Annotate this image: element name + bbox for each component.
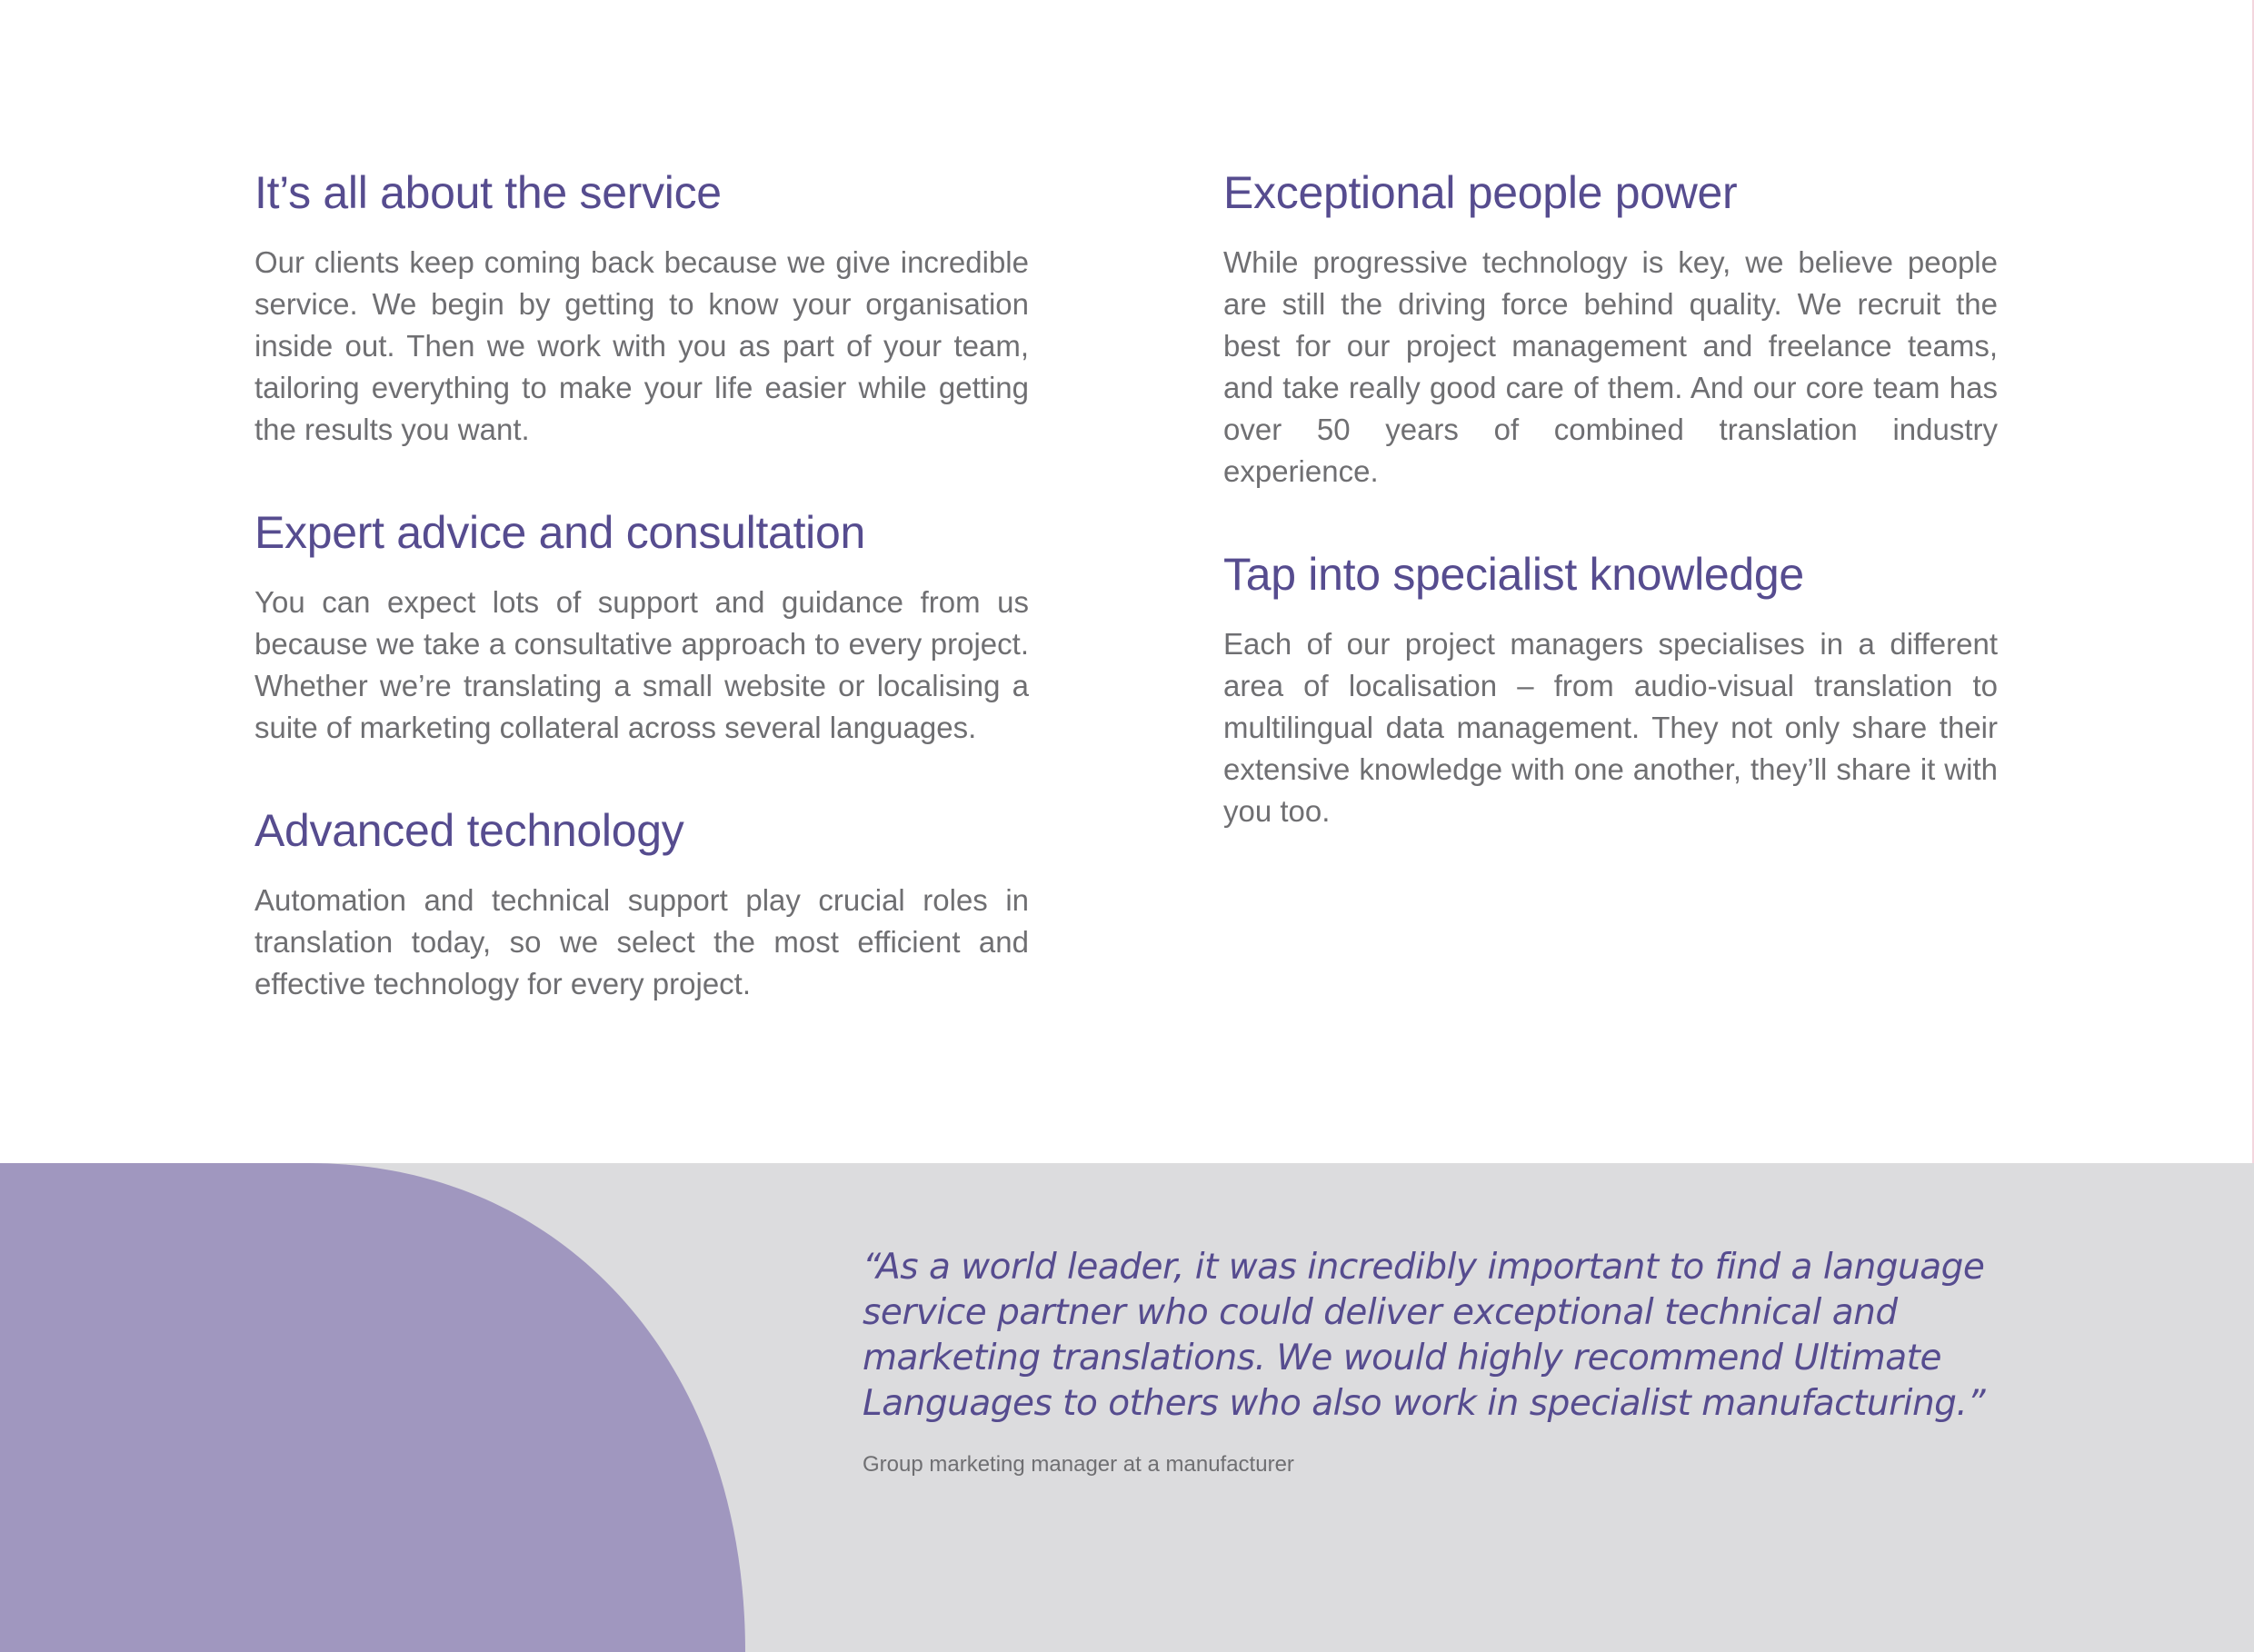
section-heading: Exceptional people power [1223,167,1738,218]
section-expert-advice [254,503,1029,749]
section-body: Our clients keep coming back because we give incredible service. We begin by getting to know your organisation inside out. Then we work with you as part of your team, tailoring everything to make your life easier while getting the results you want. [254,245,1029,446]
section-body: You can expect lots of support and guidance from us because we take a consultative approach to every project. Whether we’re translating a small website or localising a suite of marketing collateral across several languages. [254,585,1029,744]
testimonial-attribution: Group marketing manager at a manufacturer [863,1452,1294,1477]
section-body: Automation and technical support play crucial roles in translation today, so we select the most efficient and effective technology for every project. [254,883,1029,1000]
testimonial-band [0,1163,2254,1652]
section-heading: Advanced technology [254,805,684,856]
decorative-curve-shape [0,1163,745,1652]
section-body: While progressive technology is key, we believe people are still the driving force behind quality. We recruit the best for our project management and freelance teams, and take really good care of them. And our core team has over 50 years of combined translation industry experience. [1223,245,1998,488]
section-specialist-knowledge [1223,545,1998,832]
section-heading: Tap into specialist knowledge [1223,549,1804,600]
section-heading: It’s all about the service [254,167,722,218]
testimonial-quote: “As a world leader, it was incredibly important to find a language service partner who could deliver exceptional technical and marketing translations. We would highly recommend Ultimate Languages to others who also work in specialist manufacturing.” [863,1247,1986,1424]
section-service [254,164,1029,451]
left-column [254,164,1029,1058]
section-advanced-technology [254,801,1029,1005]
section-people-power [1223,164,1998,493]
testimonial-quote-block [863,1245,2062,1479]
section-heading: Expert advice and consultation [254,507,865,558]
right-column [1223,164,1998,885]
section-body: Each of our project managers specialises in a different area of localisation – from audio-visual translation to multilingual data management. They not only share their extensive knowledge with one another, they’ll share it with you too. [1223,627,1998,828]
